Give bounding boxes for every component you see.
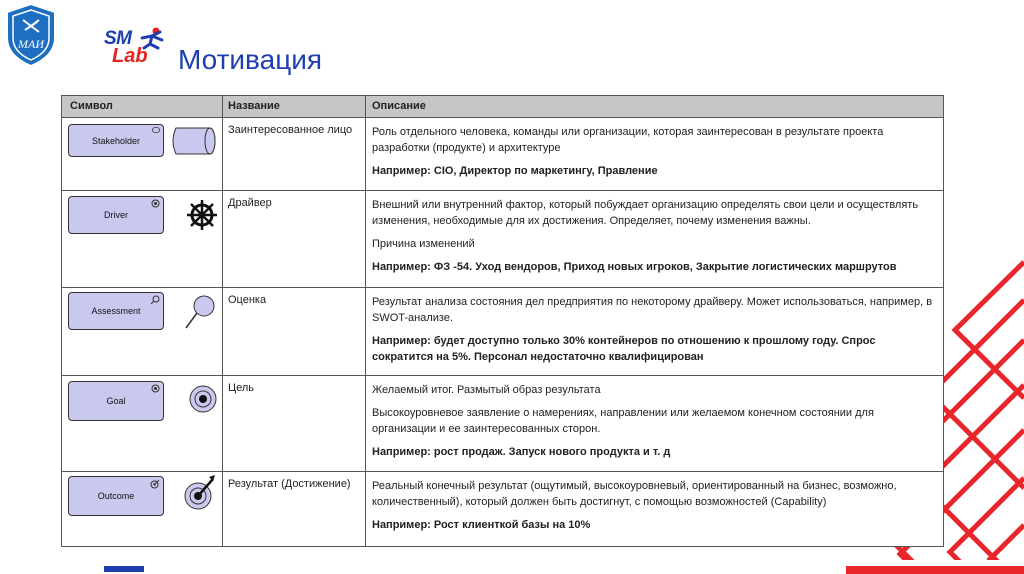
assessment-magnifier-icon	[184, 292, 220, 332]
motivation-table	[61, 95, 944, 547]
outcome-target-arrow-icon	[182, 474, 218, 512]
goal-symbol: Goal	[68, 381, 164, 421]
outcome-marker-icon	[150, 479, 160, 489]
driver-symbol: Driver	[68, 196, 164, 234]
table-row	[62, 191, 943, 288]
assessment-symbol: Assessment	[68, 292, 164, 330]
header-symbol: Символ	[70, 100, 113, 112]
row-name: Драйвер	[228, 197, 272, 209]
smlab-logo	[104, 28, 170, 72]
outcome-symbol: Outcome	[68, 476, 164, 516]
row-name: Результат (Достижение)	[228, 478, 351, 490]
row-name: Цель	[228, 382, 255, 394]
row-name: Заинтересованное лицо	[228, 124, 353, 136]
row-description: Внешний или внутренний фактор, который побуждает организацию определять свои цели и осуществлять изменения, необходимые для их достижения. Определяет, почему изменения важны. Причина изменений Например: ФЗ -54. Уход вендоров, Приход новых игроков, Закрытие логистических маршрутов	[372, 199, 919, 273]
stakeholder-marker-icon	[152, 127, 160, 133]
mai-logo-text: МАИ	[18, 37, 44, 51]
driver-marker-icon	[151, 199, 160, 208]
table-row	[62, 472, 943, 547]
row-description: Результат анализа состояния дел предприятия по некоторому драйверу. Может использоваться, например, в SWOT-анализе. Например: будет доступно только 30% контейнеров по отношению к прошлому году. Спрос сократится на 5%. Персонал недостаточно квалифицирован	[372, 296, 933, 363]
smlab-logo-top: SM	[104, 28, 132, 49]
table-row	[62, 376, 943, 472]
goal-marker-icon	[151, 384, 160, 393]
table-row	[62, 288, 943, 376]
table-header	[62, 96, 943, 118]
page-title: Мотивация	[178, 44, 323, 75]
row-description: Реальный конечный результат (ощутимый, высокоуровневый, ориентированный на бизнес, возможно, количественный), который должен быть достигнут, с помощью возможностей (Capability) Например: Рост клиенткой базы на 10%	[372, 480, 897, 531]
header-name: Название	[228, 100, 280, 112]
driver-wheel-icon	[186, 199, 218, 231]
column-divider	[365, 96, 366, 546]
smlab-logo-bottom: Lab	[112, 45, 148, 67]
stakeholder-symbol: Stakeholder	[68, 124, 164, 157]
mai-logo	[3, 2, 59, 68]
goal-target-icon	[188, 384, 218, 414]
row-description: Роль отдельного человека, команды или организации, которая заинтересован в результате проекта разработки (продукте) и архитектуре Например: CIO, Директор по маркетингу, Правление	[372, 126, 884, 177]
row-description: Желаемый итог. Размытый образ результата Высокоуровневое заявление о намерениях, направлении или желаемом конечном состоянии для организации и ее заинтересованных сторон. Например: рост продаж. Запуск нового продукта и т. д	[372, 384, 874, 458]
assessment-marker-icon	[150, 295, 160, 305]
stakeholder-cylinder-icon	[168, 126, 216, 156]
header-description: Описание	[372, 100, 426, 112]
row-name: Оценка	[228, 294, 267, 306]
column-divider	[222, 96, 223, 546]
table-row	[62, 118, 943, 191]
